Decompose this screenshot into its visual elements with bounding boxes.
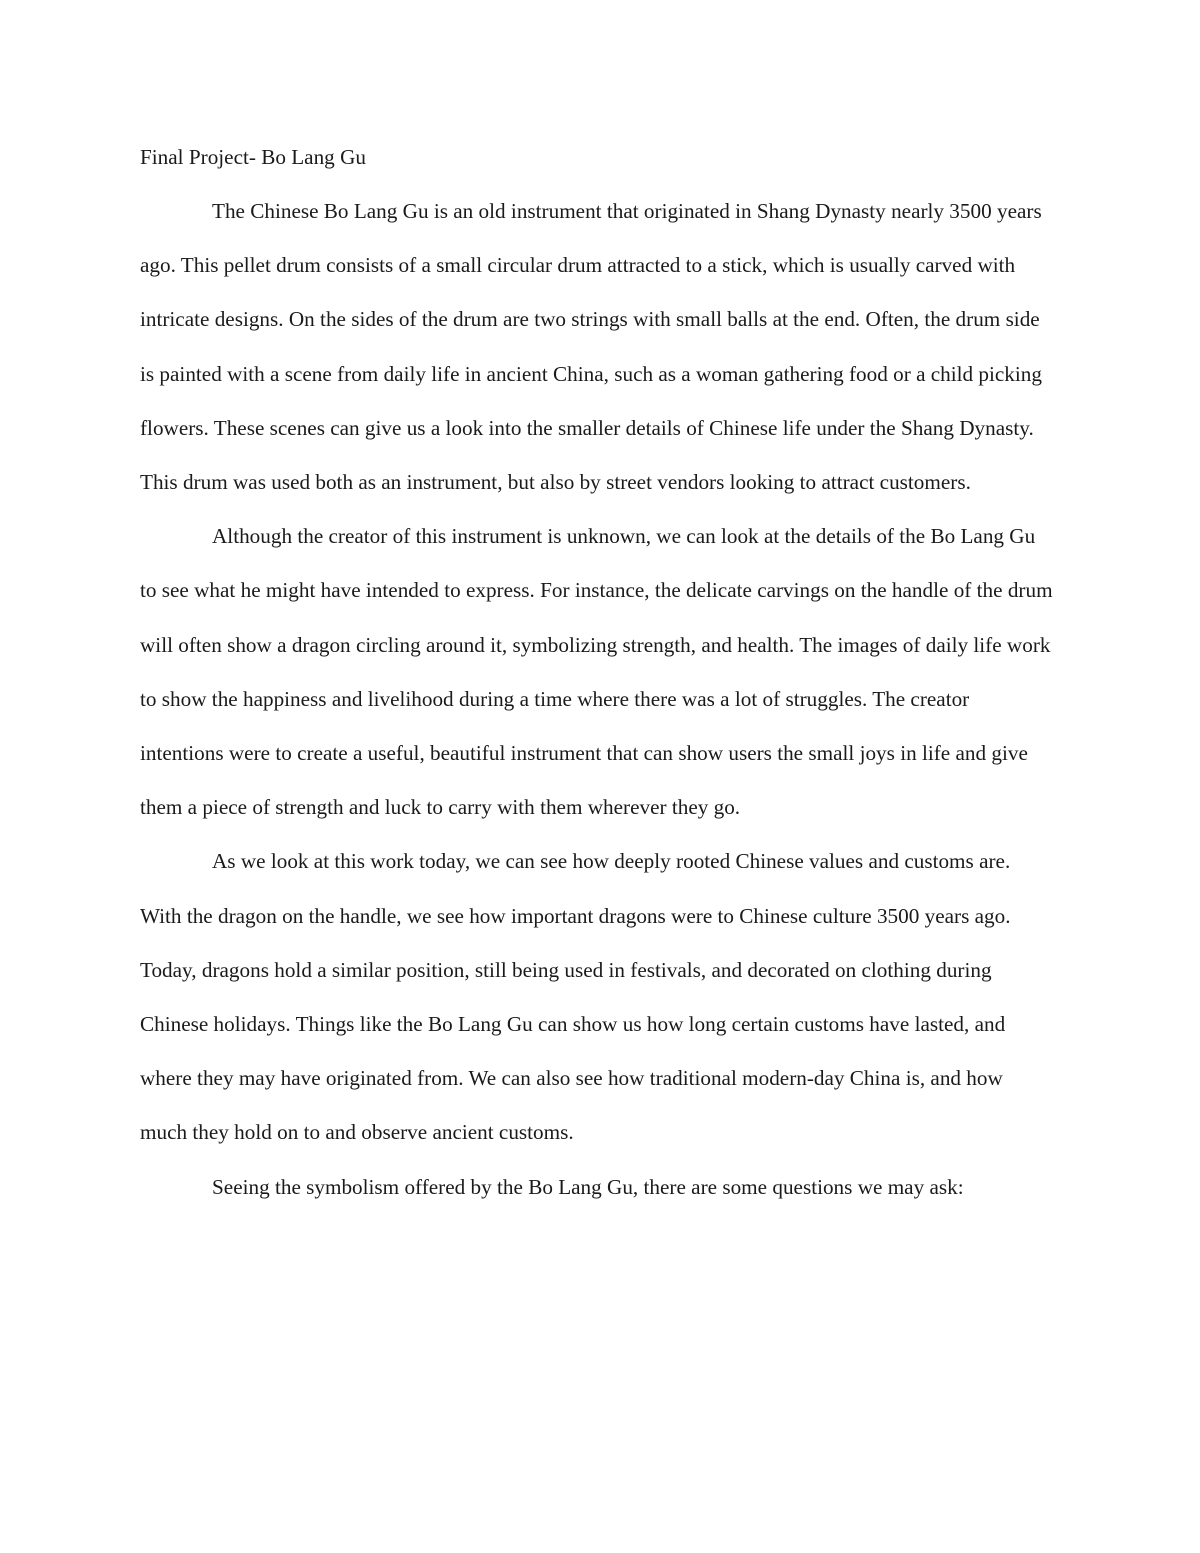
paragraph-2: Although the creator of this instrument is unknown, we can look at the details of the Bo Lang Gu to see what he might have intended to express. For instance, the delicate carvings on the handle of the drum will often show a dragon circling around it, symbolizing strength, and health. The images of daily life work to show the happiness and livelihood during a time where there was a lot of struggles. The creator intentions were to create a useful, beautiful instrument that can show users the small joys in life and give them a piece of strength and luck to carry with them wherever they go.	[140, 524, 1053, 820]
document-body	[140, 130, 1055, 1214]
paragraph-1: The Chinese Bo Lang Gu is an old instrument that originated in Shang Dynasty nearly 3500 years ago. This pellet drum consists of a small circular drum attracted to a stick, which is usually carved with intricate designs. On the sides of the drum are two strings with small balls at the end. Often, the drum side is painted with a scene from daily life in ancient China, such as a woman gathering food or a child picking flowers. These scenes can give us a look into the smaller details of Chinese life under the Shang Dynasty. This drum was used both as an instrument, but also by street vendors looking to attract customers.	[140, 199, 1042, 495]
paragraph-3: As we look at this work today, we can see how deeply rooted Chinese values and customs are. With the dragon on the handle, we see how important dragons were to Chinese culture 3500 years ago. Today, dragons hold a similar position, still being used in festivals, and decorated on clothing during Chinese holidays. Things like the Bo Lang Gu can show us how long certain customs have lasted, and where they may have originated from. We can also see how traditional modern-day China is, and how much they hold on to and observe ancient customs.	[140, 849, 1011, 1145]
paragraph-4: Seeing the symbolism offered by the Bo Lang Gu, there are some questions we may ask:	[212, 1174, 964, 1199]
document-title: Final Project- Bo Lang Gu	[140, 145, 366, 169]
